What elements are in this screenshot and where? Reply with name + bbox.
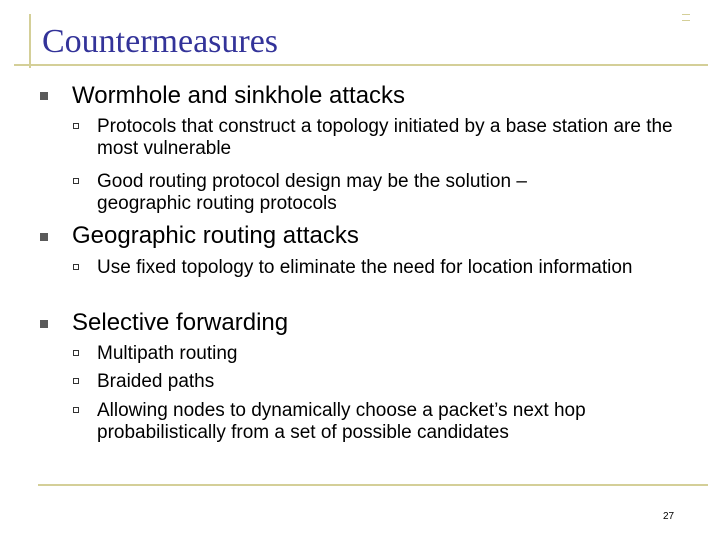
title-vertical-rule [29,14,31,68]
square-bullet-icon [40,233,48,241]
hollow-square-bullet-icon [73,350,79,356]
page-number: 27 [663,511,675,522]
slide-title: Countermeasures [42,23,279,60]
list-item: Protocols that construct a topology initiated by a base station are the most vulnerable [97,116,673,159]
list-item: Use fixed topology to eliminate the need for location information [97,257,633,278]
hollow-square-bullet-icon [73,123,79,129]
square-bullet-icon [40,92,48,100]
hollow-square-bullet-icon [73,178,79,184]
footer-rule [38,484,708,486]
square-bullet-icon [40,320,48,328]
section-heading: Selective forwarding [72,309,289,336]
corner-decoration [682,14,690,21]
section-heading: Wormhole and sinkhole attacks [72,82,406,109]
hollow-square-bullet-icon [73,378,79,384]
hollow-square-bullet-icon [73,407,79,413]
list-item: Allowing nodes to dynamically choose a packet’s next hop probabilistically from a set of possible candidates [97,400,586,443]
list-item: Multipath routing [97,343,238,364]
title-underline-rule [14,64,708,66]
section-heading: Geographic routing attacks [72,222,359,249]
list-item: Braided paths [97,371,215,392]
hollow-square-bullet-icon [73,264,79,270]
list-item: Good routing protocol design may be the solution – geographic routing protocols [97,171,527,214]
